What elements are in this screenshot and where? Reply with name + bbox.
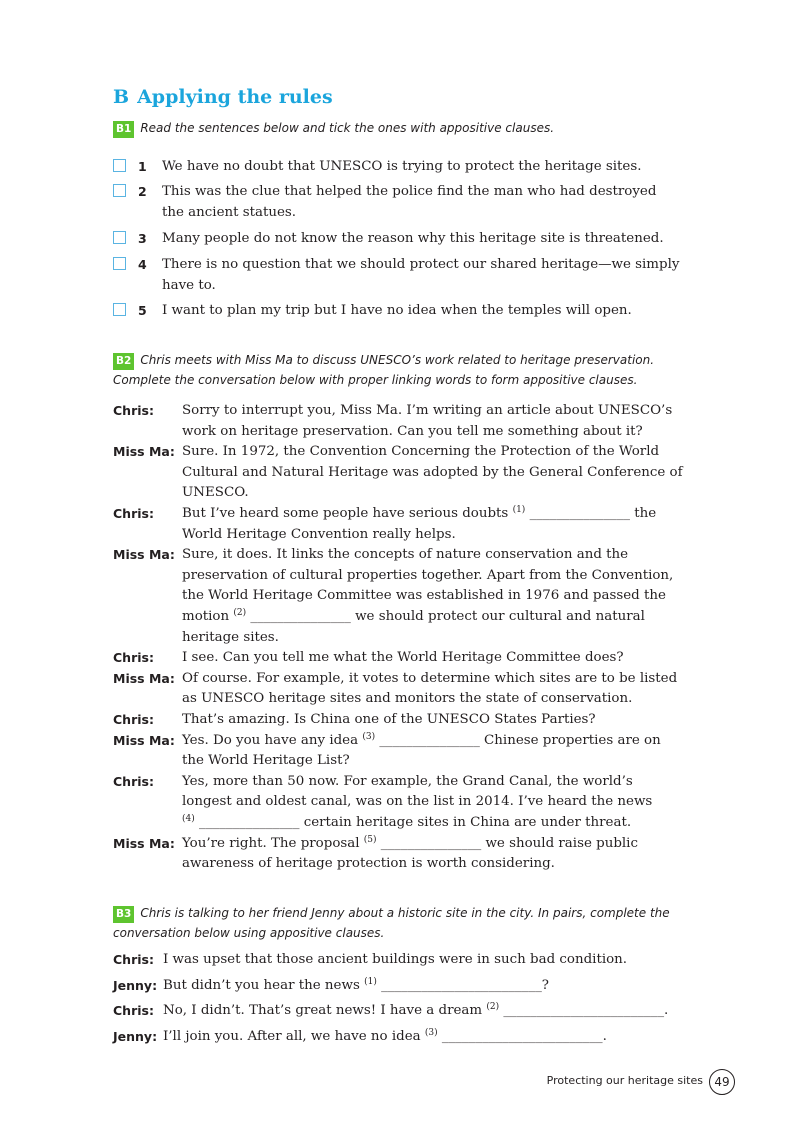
blank-number: (3)	[424, 1027, 438, 1038]
dialogue-line: work on heritage preservation. Can you tell me something about it?	[182, 423, 643, 439]
section-title	[113, 86, 333, 108]
blank-number: (2)	[486, 1002, 500, 1012]
footer-label: Protecting our heritage sites	[546, 1074, 703, 1087]
dialogue-line: Yes. Do you have any idea $^{(3)}$ _______________ Chinese properties are on	[182, 731, 661, 748]
dialogue-line: Sure, it does. It links the concepts of nature conservation and the	[182, 547, 629, 563]
dialogue-line: Yes, more than 50 now. For example, the Grand Canal, the world’s	[182, 773, 633, 789]
item-number: 3	[138, 231, 147, 246]
dialogue-line: $^{(4)}$ _______________ certain heritage sites in China are under threat.	[182, 813, 632, 830]
blank-number: (3)	[362, 731, 376, 742]
b3-instruction	[113, 903, 670, 943]
speaker-label: Miss Ma:	[113, 835, 175, 851]
dialogue-line: the World Heritage List?	[182, 753, 350, 769]
blank-number: (2)	[233, 607, 247, 618]
dialogue-line: UNESCO.	[182, 485, 249, 501]
speaker-label: Chris:	[113, 506, 154, 521]
dialogue-line: But I’ve heard some people have serious doubts $^{(1)}$ _______________ the	[182, 505, 657, 521]
section-title-text: Applying the rules	[137, 86, 333, 108]
speaker-label: Chris:	[113, 403, 154, 418]
item-number: 1	[138, 159, 147, 174]
speaker-label: Chris:	[113, 773, 154, 789]
dialogue-line: That’s amazing. Is China one of the UNESCO States Parties?	[182, 712, 596, 727]
speaker-label: Chris:	[113, 952, 154, 967]
dialogue-line: Cultural and Natural Heritage was adopted by the General Conference of	[182, 464, 683, 480]
b1-instruction-text: Read the sentences below and tick the ones with appositive clauses.	[140, 121, 555, 135]
b2-instruction-line-1: Chris meets with Miss Ma to discuss UNESCO’s work related to heritage preservation.	[140, 353, 655, 367]
item-text-line: have to.	[162, 278, 216, 293]
blank-number: (1)	[512, 505, 526, 515]
item-text-line: Many people do not know the reason why this heritage site is threatened.	[162, 231, 664, 246]
dialogue-line: preservation of cultural properties together. Apart from the Convention,	[182, 567, 674, 583]
b2-instruction-line-2: Complete the conversation below with proper linking words to form appositive clauses.	[113, 373, 638, 387]
b2-instruction	[113, 350, 654, 390]
dialogue-line: World Heritage Convention really helps.	[182, 526, 456, 542]
b3-badge: B3	[113, 906, 134, 923]
item-text-line: the ancient statues.	[162, 205, 297, 220]
speaker-label: Jenny:	[113, 1028, 158, 1044]
dialogue-line: the World Heritage Committee was established in 1976 and passed the	[182, 588, 666, 604]
item-number: 4	[138, 257, 147, 272]
tick-checkbox[interactable]	[113, 184, 126, 197]
blank-number: (5)	[363, 834, 377, 845]
tick-checkbox[interactable]	[113, 257, 126, 270]
speaker-label: Chris:	[113, 1003, 154, 1018]
item-text-line: This was the clue that helped the police find the man who had destroyed	[162, 184, 657, 199]
dialogue-line: I see. Can you tell me what the World Heritage Committee does?	[182, 650, 624, 666]
b1-instruction	[113, 118, 554, 138]
item-text-line: I want to plan my trip but I have no idea when the temples will open.	[162, 303, 632, 318]
item-number: 5	[138, 303, 147, 318]
speaker-label: Miss Ma:	[113, 732, 175, 748]
dialogue-line: I was upset that those ancient buildings were in such bad condition.	[163, 952, 628, 967]
item-number: 2	[138, 184, 147, 199]
blank-number: (4)	[182, 813, 195, 824]
speaker-label: Miss Ma:	[113, 547, 175, 563]
b3-instruction-line-2: conversation below using appositive clauses.	[113, 926, 385, 940]
tick-checkbox[interactable]	[113, 231, 126, 244]
dialogue-line: I’ll join you. After all, we have no idea $^{(3)}$ ________________________.	[163, 1027, 607, 1044]
dialogue-line: You’re right. The proposal $^{(5)}$ _______________ we should raise public	[182, 834, 638, 851]
dialogue-line: No, I didn’t. That’s great news! I have a dream $^{(2)}$ ________________________.	[163, 1002, 669, 1018]
b2-badge: B2	[113, 353, 134, 370]
dialogue-line: motion $^{(2)}$ _______________ we should protect our cultural and natural	[182, 607, 645, 624]
b3-instruction-line-1: Chris is talking to her friend Jenny about a historic site in the city. In pairs, complete the	[140, 906, 670, 920]
blank-number: (1)	[364, 976, 377, 987]
b1-badge: B1	[113, 121, 134, 138]
item-text-line: We have no doubt that UNESCO is trying to protect the heritage sites.	[162, 159, 642, 174]
speaker-label: Chris:	[113, 712, 154, 727]
section-letter: B	[113, 86, 130, 108]
dialogue-line: as UNESCO heritage sites and monitors the state of conservation.	[182, 691, 633, 707]
dialogue-line: Sure. In 1972, the Convention Concerning the Protection of the World	[182, 444, 660, 460]
tick-checkbox[interactable]	[113, 303, 126, 316]
speaker-label: Miss Ma:	[113, 670, 175, 686]
speaker-label: Miss Ma:	[113, 444, 175, 460]
tick-checkbox[interactable]	[113, 159, 126, 172]
dialogue-line: Of course. For example, it votes to determine which sites are to be listed	[182, 670, 678, 686]
item-text-line: There is no question that we should protect our shared heritage—we simply	[162, 257, 680, 272]
dialogue-line: But didn’t you hear the news $^{(1)}$ ________________________?	[163, 976, 549, 993]
speaker-label: Jenny:	[113, 977, 158, 993]
dialogue-line: longest and oldest canal, was on the list in 2014. I’ve heard the news	[182, 794, 653, 810]
dialogue-line: awareness of heritage protection is worth considering.	[182, 856, 555, 872]
page-number: 49	[709, 1069, 735, 1095]
speaker-label: Chris:	[113, 650, 154, 666]
dialogue-line: Sorry to interrupt you, Miss Ma. I’m writing an article about UNESCO’s	[182, 403, 673, 418]
dialogue-line: heritage sites.	[182, 629, 279, 645]
